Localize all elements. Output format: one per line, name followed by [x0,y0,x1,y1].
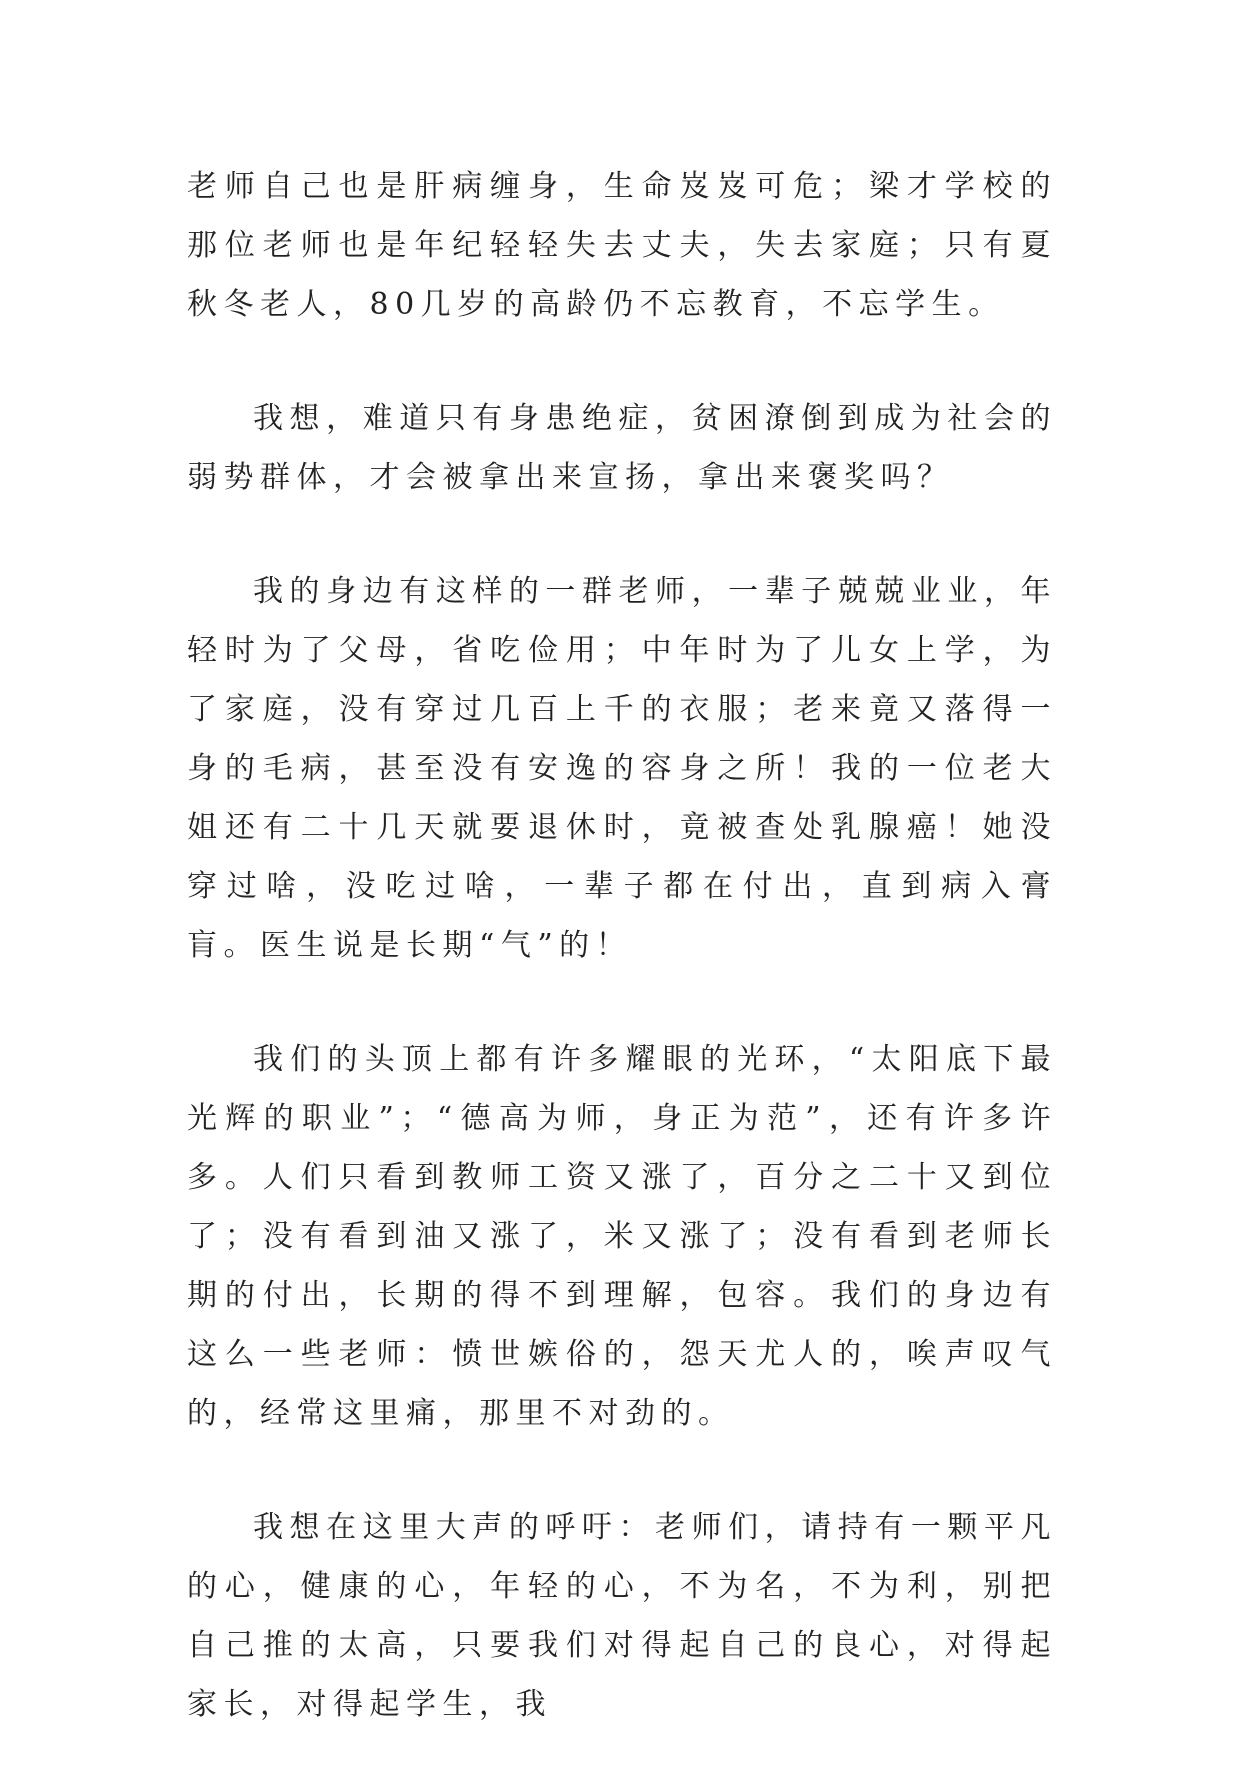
paragraph-3: 我的身边有这样的一群老师，一辈子兢兢业业，年轻时为了父母，省吃俭用；中年时为了儿女上学，为了家庭，没有穿过几百上千的衣服；老来竟又落得一身的毛病，甚至没有安逸的容身之所！我的一位老大姐还有二十几天就要退休时，竟被查处乳腺癌！她没穿过啥，没吃过啥，一辈子都在付出，直到病入膏肓。医生说是长期“气”的！ [187,574,1057,963]
paragraph-2: 我想，难道只有身患绝症，贫困潦倒到成为社会的弱势群体，才会被拿出来宣扬，拿出来褒奖吗？ [187,401,1057,495]
paragraph-1: 老师自己也是肝病缠身，生命岌岌可危；梁才学校的那位老师也是年纪轻轻失去丈夫，失去家庭；只有夏秋冬老人，80几岁的高龄仍不忘教育，不忘学生。 [187,169,1057,322]
paragraph-4: 我们的头顶上都有许多耀眼的光环，“太阳底下最光辉的职业”；“德高为师，身正为范”，还有许多许多。人们只看到教师工资又涨了，百分之二十又到位了；没有看到油又涨了，米又涨了；没有看到老师长期的付出，长期的得不到理解，包容。我们的身边有这么一些老师：愤世嫉俗的，怨天尤人的，唉声叹气的，经常这里痛，那里不对劲的。 [187,1042,1057,1431]
document-body [187,157,1057,1789]
paragraph-5: 我想在这里大声的呼吁：老师们，请持有一颗平凡的心，健康的心，年轻的心，不为名，不为利，别把自己推的太高，只要我们对得起自己的良心，对得起家长，对得起学生，我 [187,1510,1057,1722]
